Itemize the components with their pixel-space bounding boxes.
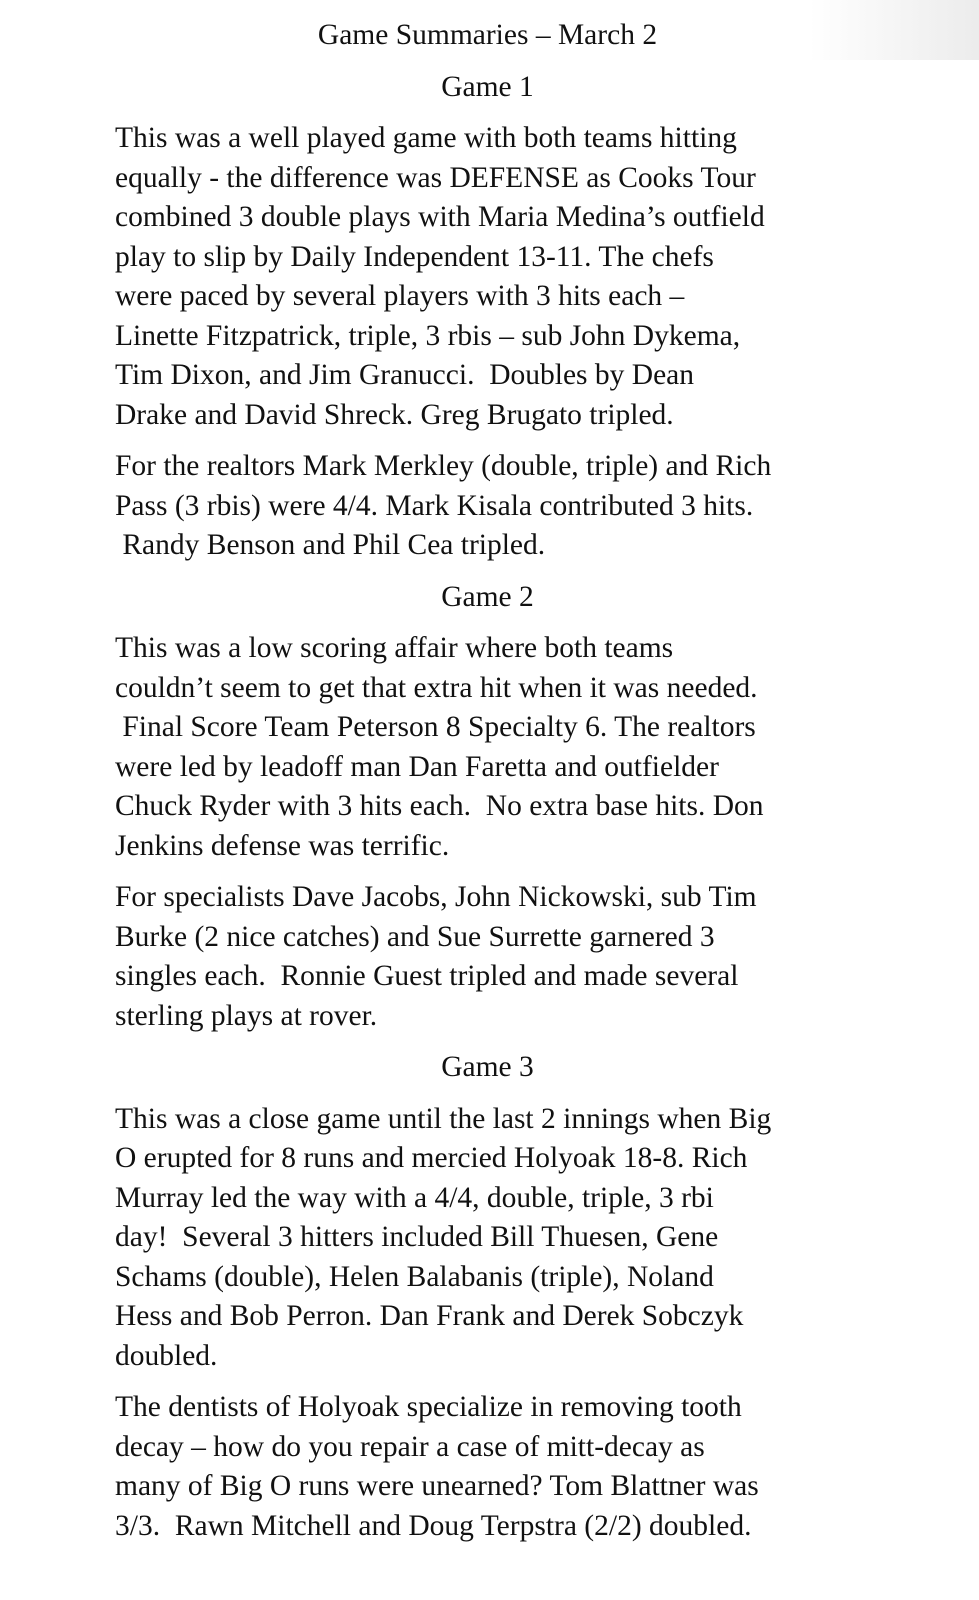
text-line: many of Big O runs were unearned? Tom Blattner was bbox=[115, 1470, 759, 1502]
text-line: O erupted for 8 runs and mercied Holyoak 18-8. Rich bbox=[115, 1142, 748, 1174]
text-line: decay – how do you repair a case of mitt-decay as bbox=[115, 1430, 705, 1463]
text-line: sterling plays at rover. bbox=[115, 999, 378, 1032]
game-section bbox=[115, 68, 860, 566]
text-line: were paced by several players with 3 hits each – bbox=[115, 280, 685, 312]
summary-paragraph bbox=[115, 1100, 860, 1377]
summary-paragraph bbox=[115, 447, 860, 566]
text-line: This was a low scoring affair where both teams bbox=[115, 632, 674, 664]
text-line: play to slip by Daily Independent 13-11. The chefs bbox=[115, 240, 714, 273]
text-line: This was a close game until the last 2 innings when Big bbox=[115, 1102, 772, 1135]
text-line: Murray led the way with a 4/4, double, triple, 3 rbi bbox=[115, 1181, 714, 1214]
text-line: Linette Fitzpatrick, triple, 3 rbis – sub John Dykema, bbox=[115, 319, 741, 352]
game-section bbox=[115, 1048, 860, 1546]
text-line: day! Several 3 hitters included Bill Thuesen, Gene bbox=[115, 1221, 719, 1253]
text-line: Drake and David Shreck. Greg Brugato tripled. bbox=[115, 398, 674, 431]
text-line: Chuck Ryder with 3 hits each. No extra base hits. Don bbox=[115, 790, 764, 822]
text-line: Hess and Bob Perron. Dan Frank and Derek Sobczyk bbox=[115, 1300, 744, 1332]
text-line: Jenkins defense was terrific. bbox=[115, 829, 450, 862]
summary-paragraph bbox=[115, 1388, 860, 1546]
text-line: Final Score Team Peterson 8 Specialty 6. The realtors bbox=[115, 711, 756, 743]
text-line: Pass (3 rbis) were 4/4. Mark Kisala contributed 3 hits. bbox=[115, 489, 754, 522]
summary-paragraph bbox=[115, 629, 860, 866]
text-line: The dentists of Holyoak specialize in removing tooth bbox=[115, 1391, 742, 1423]
text-line: For specialists Dave Jacobs, John Nickowski, sub Tim bbox=[115, 881, 757, 913]
text-line: Randy Benson and Phil Cea tripled. bbox=[115, 529, 546, 561]
game-heading: Game 2 bbox=[441, 580, 534, 613]
game-section bbox=[115, 578, 860, 1037]
document-title: Game Summaries – March 2 bbox=[317, 19, 658, 51]
text-line: were led by leadoff man Dan Faretta and outfielder bbox=[115, 750, 719, 783]
game-summaries bbox=[115, 68, 860, 1547]
text-line: Tim Dixon, and Jim Granucci. Doubles by Dean bbox=[115, 359, 695, 391]
text-line: singles each. Ronnie Guest tripled and made several bbox=[115, 960, 739, 992]
text-line: For the realtors Mark Merkley (double, triple) and Rich bbox=[115, 450, 772, 482]
text-line: doubled. bbox=[115, 1339, 218, 1372]
text-line: Schams (double), Helen Balabanis (triple), Noland bbox=[115, 1260, 714, 1293]
text-line: couldn’t seem to get that extra hit when it was needed. bbox=[115, 671, 758, 704]
text-line: Burke (2 nice catches) and Sue Surrette garnered 3 bbox=[115, 920, 715, 953]
text-line: 3/3. Rawn Mitchell and Doug Terpstra (2/2) doubled. bbox=[115, 1509, 752, 1542]
summary-paragraph bbox=[115, 878, 860, 1036]
text-line: This was a well played game with both teams hitting bbox=[115, 122, 737, 154]
game-heading: Game 3 bbox=[441, 1051, 534, 1083]
text-line: combined 3 double plays with Maria Medina’s outfield bbox=[115, 201, 765, 233]
document-body bbox=[115, 16, 860, 1558]
text-line: equally - the difference was DEFENSE as Cooks Tour bbox=[115, 161, 756, 194]
summary-paragraph bbox=[115, 119, 860, 435]
game-heading: Game 1 bbox=[441, 70, 534, 103]
